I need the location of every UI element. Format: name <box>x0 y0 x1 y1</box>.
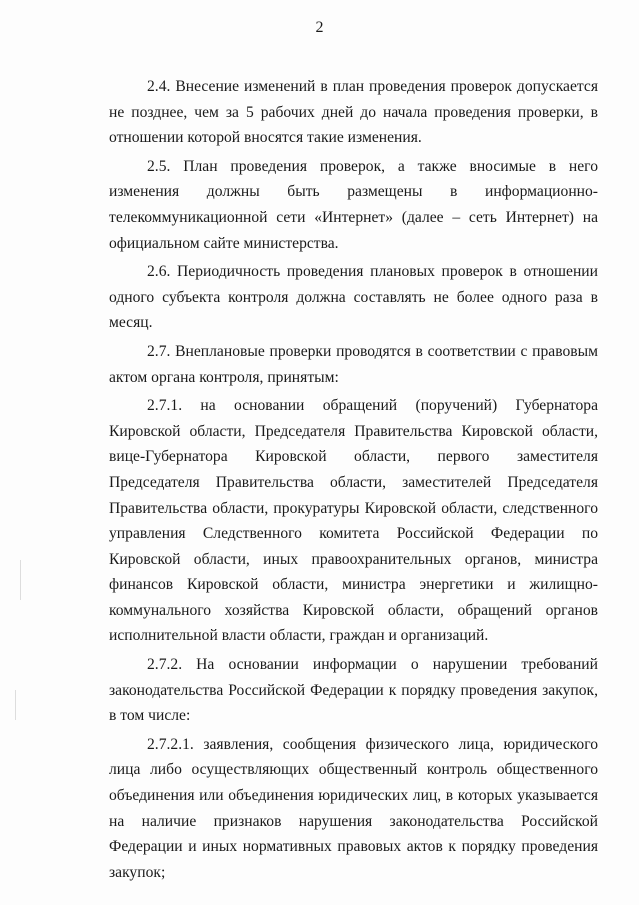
paragraph-2-6: 2.6. Периодичность проведения плановых проверок в отношении одного субъекта контроля должна составлять не более одного раза в месяц. <box>109 263 598 332</box>
paragraph-2-7-2: 2.7.2. На основании информации о нарушении требований законодательства Российской Федерации к порядку проведения закупок, в том числе: <box>109 656 598 725</box>
paragraph-2-7-1: 2.7.1. на основании обращений (поручений) Губернатора Кировской области, Председателя Правительства Кировской области, вице-Губернатора Кировской области, первого заместителя Председателя Правительства области, заместителей Председателя Правительства области, прокуратуры Кировской области, следственного управления Следственного комитета Российской Федерации по Кировской области, иных правоохранительных органов, министра финансов Кировской области, министра энергетики и жилищно-коммунального хозяйства Кировской области, обращений органов исполнительной власти области, граждан и организаций. <box>109 397 598 645</box>
paragraph-2-7: 2.7. Внеплановые проверки проводятся в соответствии с правовым актом органа контроля, принятым: <box>109 342 598 386</box>
paragraph-2-7-2-1: 2.7.2.1. заявления, сообщения физического лица, юридического лица либо осуществляющих общественный контроль общественного объединения или объединения юридических лиц, в которых указывается на наличие признаков нарушения законодательства Российской Федерации и иных нормативных правовых актов к порядку проведения закупок; <box>109 735 598 881</box>
page-number: 2 <box>315 19 324 36</box>
scan-artifact-left-2 <box>15 690 16 720</box>
paragraph-2-4: 2.4. Внесение изменений в план проведения проверок допускается не позднее, чем за 5 рабочих дней до начала проведения проверки, в отношении которой вносятся такие изменения. <box>109 78 598 147</box>
document-body <box>109 74 598 888</box>
scan-artifact-left <box>20 560 21 600</box>
paragraph-2-5: 2.5. План проведения проверок, а также вносимые в него изменения должны быть размещены в информационно-телекоммуникационной сети «Интернет» (далее – сеть Интернет) на официальном сайте министерства. <box>109 157 598 252</box>
